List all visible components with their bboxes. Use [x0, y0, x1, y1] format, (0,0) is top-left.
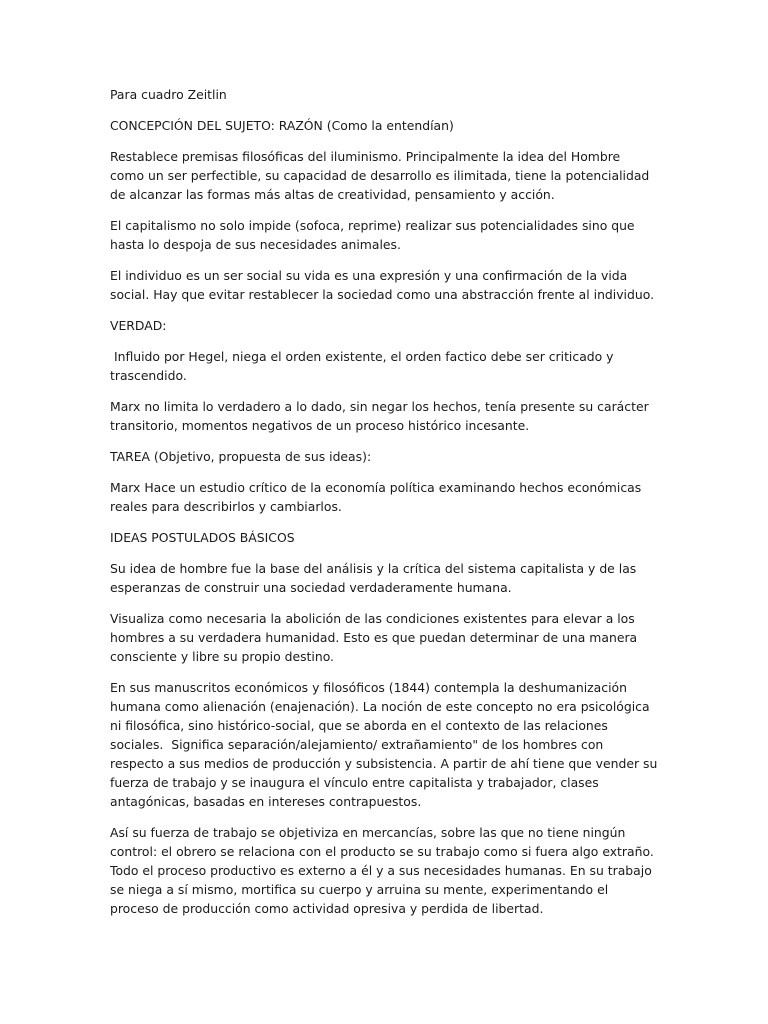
- paragraph: Su idea de hombre fue la base del análisis y la crítica del sistema capitalista y de las esperanzas de construir una sociedad verdaderamente humana.: [110, 561, 637, 595]
- section-heading-ideas: IDEAS POSTULADOS BÁSICOS: [110, 530, 295, 545]
- paragraph: El individuo es un ser social su vida es una expresión y una confirmación de la vida social. Hay que evitar restablecer la sociedad como una abstracción frente al individuo.: [110, 268, 655, 302]
- document-title: Para cuadro Zeitlin: [110, 87, 227, 102]
- paragraph: Así su fuerza de trabajo se objetiviza en mercancías, sobre las que no tiene ningún control: el obrero se relaciona con el producto se su trabajo como si fuera algo extraño. Todo el proceso productivo es externo a él y a sus necesidades humanas. En su trabajo se niega a sí mismo, mortifica su cuerpo y arruina su mente, experimentando el proceso de producción como actividad opresiva y perdida de libertad.: [110, 825, 654, 916]
- paragraph: Influido por Hegel, niega el orden existente, el orden factico debe ser criticado y trascendido.: [110, 349, 622, 383]
- document-page: [110, 85, 662, 930]
- section-heading-concepcion: CONCEPCIÓN DEL SUJETO: RAZÓN (Como la entendían): [110, 118, 454, 133]
- paragraph: El capitalismo no solo impide (sofoca, reprime) realizar sus potencialidades sino que hasta lo despoja de sus necesidades animales.: [110, 218, 635, 252]
- paragraph: Restablece premisas filosóficas del iluminismo. Principalmente la idea del Hombre como un ser perfectible, su capacidad de desarrollo es ilimitada, tiene la potencialidad de alcanzar las formas más altas de creatividad, pensamiento y acción.: [110, 149, 650, 202]
- section-heading-tarea: TAREA (Objetivo, propuesta de sus ideas):: [110, 449, 372, 464]
- paragraph: Marx Hace un estudio crítico de la economía política examinando hechos económicas reales para describirlos y cambiarlos.: [110, 480, 642, 514]
- section-heading-verdad: VERDAD:: [110, 318, 167, 333]
- paragraph: En sus manuscritos económicos y filosóficos (1844) contempla la deshumanización humana como alienación (enajenación). La noción de este concepto no era psicológica ni filosófica, sino histórico-social, que se aborda en el contexto de las relaciones sociales. Significa separación/alejamiento/ extrañamiento" de los hombres con respecto a sus medios de producción y subsistencia. A partir de ahí tiene que vender su fuerza de trabajo y se inaugura el vínculo entre capitalista y trabajador, clases antagónicas, basadas en intereses contrapuestos.: [110, 680, 662, 809]
- paragraph: Visualiza como necesaria la abolición de las condiciones existentes para elevar a los hombres a su verdadera humanidad. Esto es que puedan determinar de una manera consciente y libre su propio destino.: [110, 611, 638, 664]
- paragraph: Marx no limita lo verdadero a lo dado, sin negar los hechos, tenía presente su carácter transitorio, momentos negativos de un proceso histórico incesante.: [110, 399, 649, 433]
